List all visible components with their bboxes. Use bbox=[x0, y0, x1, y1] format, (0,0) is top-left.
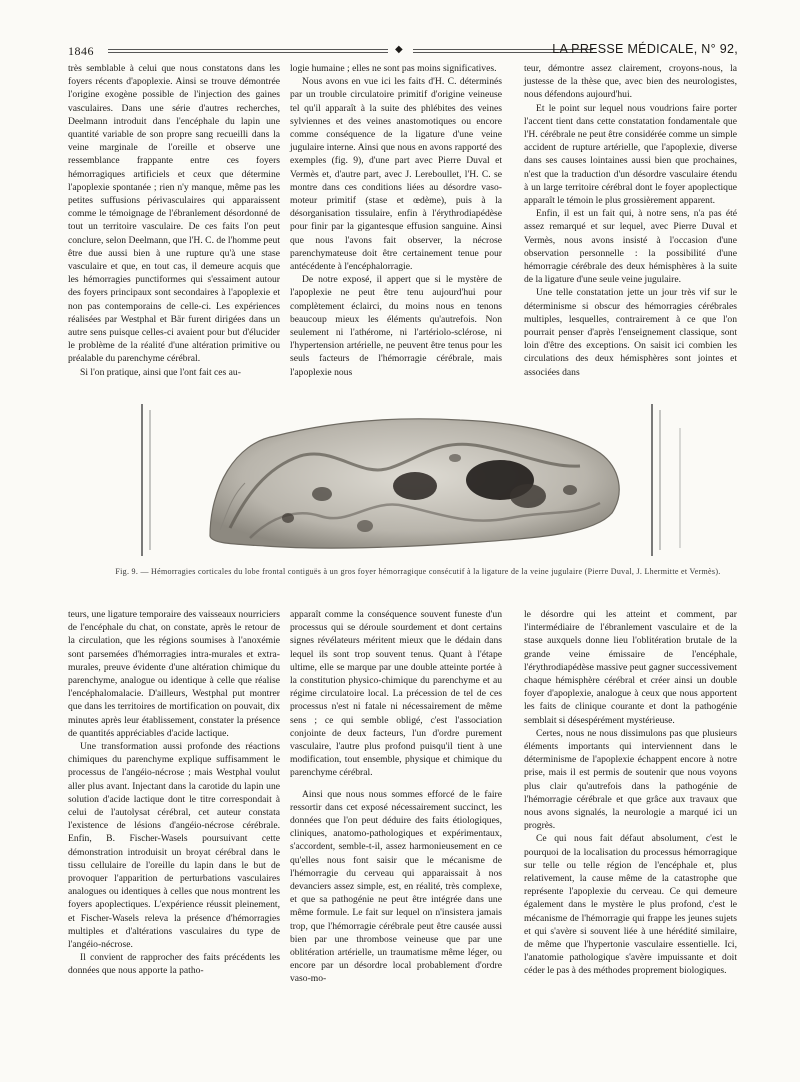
header-rule-left bbox=[108, 49, 388, 53]
paragraph: Et le point sur lequel nous voudrions faire porter l'accent tient dans cette constatation fondamentale que l'H. cérébrale ne peut être considérée comme un simple accident de rupture artérielle, que l'apoplexie, diverse dans ses causes lointaines aussi bien que prochaines, n'est que la traduction d'un désordre vasculaire étendu à un large territoire cérébral dont le foyer apoplectique apparaît le témoin le plus grossièrement apparent. bbox=[524, 102, 737, 207]
paragraph: très semblable à celui que nous constatons dans les foyers récents d'apoplexie. Ainsi se trouve démontrée l'origine exogène possible de l'injection des gaines vasculaires. Dans une série d'autres recherches, Deelmann introduit dans l'encéphale du lapin une quantité variable de son propre sang recueilli dans la veine marginale de l'oreille et observe une ressemblance frappante entre ces foyers hémorragiques artificiels et ceux que détermine l'apoplexie spontanée ; rien n'y manque, même pas les petites suffusions périvasculaires qui apparaissent comme le témoignage de l'ébranlement désordonné de tout un territoire vasculaire. De ces faits l'on peut conclure, selon Deelmann, que l'H. C. de l'homme peut être due aussi bien à une rupture qu'à une stase vasculaire et que, en tout cas, il demeure acquis que les hémorragies punctiformes qui s'essaiment autour des foyers principaux sont secondaires à l'apoplexie et non pas contemporains de celle-ci. Les expériences réalisées par Westphal et Bär furent dirigées dans un autre sens puisque celles-ci avaient pour but d'élucider le problème de la réalité d'une altération primitive ou préalable du parenchyme cérébral. bbox=[68, 63, 280, 365]
paragraph: apparaît comme la conséquence souvent funeste d'un processus qui se déroule sourdement et dont certains signes révélateurs méritent mieux que le dédain dans lequel ils sont trop souvent tenus. Quant à l'étape ultime, elle se marque par une double atteinte portée à la constitution physico-chimique du parenchyme et au régime circulatoire local. La précession de tel de ces processus n'est ni fatale ni nécessairement de même sens ; ce qui semble obligé, c'est l'association conjointe de deux facteurs, l'un d'ordre purement vasculaire, l'autre plus profond puisqu'il tient à une modification, tout ensemble, physique et chimique du parenchyme cérébral. bbox=[290, 609, 502, 779]
paragraph: Nous avons en vue ici les faits d'H. C. déterminés par un trouble circulatoire primitif d'origine veineuse tel qu'il apparaît à la suite des phlébites des veines sylviennes et des veines anastomotiques ou encore comme conséquence de la ligature d'une veine jugulaire interne. Ainsi que nous en avons rapporté des exemples (fig. 9), d'une part avec Pierre Duval et Vermès et, d'autre part, avec J. Lereboullet, l'H. C. se montre dans ces conditions liées au désordre vaso-moteur primitif (stase et œdème), puis à la désorganisation tissulaire, enfin à l'érythrodiapédèse pour finir par la gigantesque effusion sanguine. Ainsi que nous l'avons fait observer, la nécrose parenchymateuse doit être certainement tenue pour antécédente à l'encéphalorragie. bbox=[290, 76, 502, 273]
paragraph: le désordre qui les atteint et comment, par l'intermédiaire de l'ébranlement vasculaire et de la stase auxquels donne lieu l'oblitération brutale de la grande veine émissaire de l'encéphale, l'érythrodiapédèse massive peut gagner successivement chaque hémisphère cérébral et créer ainsi un double foyer d'apoplexie, analogue à ceux que nous apportent les faits de clinique courante et dont la pathogénie semblait si désespérément mystérieuse. bbox=[524, 609, 737, 726]
diamond-ornament-icon: ◆ bbox=[395, 44, 403, 55]
paragraph: Ainsi que nous nous sommes efforcé de le faire ressortir dans cet exposé nécessairement succinct, les données que l'on peut déduire des faits étiologiques, cliniques, anatomo-pathologiques et expérimentaux, s'accordent, semble-t-il, assez harmonieusement en ce qu'elles nous font saisir que le mécanisme de l'hémorragie du cerveau qui apparaissait à nos devanciers assez simple, est, en réalité, très complexe, et que sa pathogénie ne peut être intégrée dans une même formule. Le fait sur lequel on n'insistera jamais trop, que l'hémorragie cérébrale peut être causée aussi bien par une thrombose veineuse que par une oblitération artérielle, un traumatisme même léger, ou encore par un désordre local probablement d'ordre vaso-mo- bbox=[290, 788, 502, 985]
page-number: 1846 bbox=[68, 44, 94, 58]
column-4 bbox=[68, 608, 280, 978]
brain-section-photo bbox=[60, 398, 750, 566]
paragraph: Il convient de rapprocher des faits précédents les données que nous apporte la patho- bbox=[68, 952, 280, 977]
paragraph: Une transformation aussi profonde des réactions chimiques du parenchyme explique suffisamment le processus de l'angéio-nécrose ; mais Westphal voulut aller plus avant. Injectant dans la carotide du lapin une solution d'acide lactique dont le titre correspondait à celui de l'autolysat cérébral, cet auteur constata l'existence de lésions d'angéio-nécrose cérébrale. Enfin, B. Fischer-Wasels poursuivant cette démonstration introduisit un broyat cérébral dans le tissu cellulaire de l'oreille du lapin dans le but de provoquer l'apparition de perturbations vasculaires analogues ou identiques à celles que nous montrent les foyers apoplectiques. L'expérience réussit pleinement, et Fischer-Wasels releva la présence d'hémorragies multiples et d'altérations vasculaires du type de l'angéio-nécrose. bbox=[68, 741, 280, 951]
paragraph: De notre exposé, il appert que si le mystère de l'apoplexie ne peut être tenu aujourd'hui pour complètement éclairci, du moins nous en tenons beaucoup mieux les éléments qu'autrefois. Non seulement ni l'athérome, ni l'artériolo-sclérose, ni l'hypertension artérielle, ne peuvent être tenus pour les seuls facteurs de l'hémorragie cérébrale, mais l'apoplexie nous bbox=[290, 274, 502, 378]
paragraph: teurs, une ligature temporaire des vaisseaux nourriciers de l'encéphale du chat, on constate, après le retour de la circulation, que les régions soumises à l'anoxémie sont parsemées d'hémorragies intra-murales et extra-murales, preuve évidente d'une altération chimique du parenchyme, analogue ou identique à celle que réalise l'encéphalomalacie. D'ailleurs, Westphal put montrer que dans les territoires de mortification on pouvait, dix minutes après leur établissement, constater la présence de quantités appréciables d'acide lactique. bbox=[68, 609, 280, 739]
paragraph: Enfin, il est un fait qui, à notre sens, n'a pas été assez remarqué et sur lequel, avec Pierre Duval et Vermès, nous avons insisté à l'occasion d'une observation personnelle : la possibilité d'une hémorragie cérébrale des deux hémisphères à la suite de la ligature d'une seule veine jugulaire. bbox=[524, 208, 737, 286]
paragraph: Certes, nous ne nous dissimulons pas que plusieurs éléments importants qui interviennent dans le déterminisme de l'apoplexie échappent encore à notre prise, mais il est permis de soutenir que nous voyons plus clair qu'autrefois dans la pathogénie de l'hémorragie cérébrale et que grâce aux travaux que nous avons signalés, la neurologie a marqué ici un progrès. bbox=[524, 727, 737, 832]
column-3 bbox=[524, 62, 737, 379]
column-5 bbox=[290, 608, 502, 986]
paragraph: teur, démontre assez clairement, croyons-nous, la justesse de la thèse que, avec bien des neurologistes, nous défendons aujourd'hui. bbox=[524, 63, 737, 101]
figure-caption: Fig. 9. — Hémorragies corticales du lobe frontal contiguës à un gros foyer hémorragique consécutif à la ligature de la veine jugulaire (Pierre Duval, J. Lhermitte et Vermès). bbox=[115, 567, 721, 576]
paragraph: logie humaine ; elles ne sont pas moins significatives. bbox=[290, 63, 497, 74]
paragraph: Une telle constatation jette un jour très vif sur le déterminisme si obscur des hémorragies cérébrales multiples, lesquelles, contrairement à ce que l'on pourrait penser d'après l'enseignement classique, sont loin d'être des exceptions. On saisit ici combien les circulations des deux hémisphères sont jointes et associées dans bbox=[524, 287, 737, 378]
page-header bbox=[68, 38, 738, 58]
journal-title: LA PRESSE MÉDICALE, N° 92, bbox=[552, 42, 738, 56]
column-1 bbox=[68, 62, 280, 379]
column-2 bbox=[290, 62, 502, 379]
paragraph: Ce qui nous fait défaut absolument, c'est le pourquoi de la localisation du processus hémorragique sur telle ou telle région de l'encéphale et, plus relativement, la cause même de la catastrophe que représente l'apoplexie du cerveau. Ce qui demeure également dans le mystère le plus profond, c'est le mécanisme de l'hémorragie qui frappe les jeunes sujets et qui s'avère si souvent liée à une hérédité similaire, de même que l'hypertonie vasculaire essentielle. Ici, l'anatomie pathologique s'avère impuissante et doit céder le pas à des méthodes proprement biologiques. bbox=[524, 833, 737, 977]
figure-9 bbox=[60, 398, 750, 594]
column-6 bbox=[524, 608, 737, 978]
paragraph: Si l'on pratique, ainsi que l'ont fait ces au- bbox=[80, 366, 241, 378]
